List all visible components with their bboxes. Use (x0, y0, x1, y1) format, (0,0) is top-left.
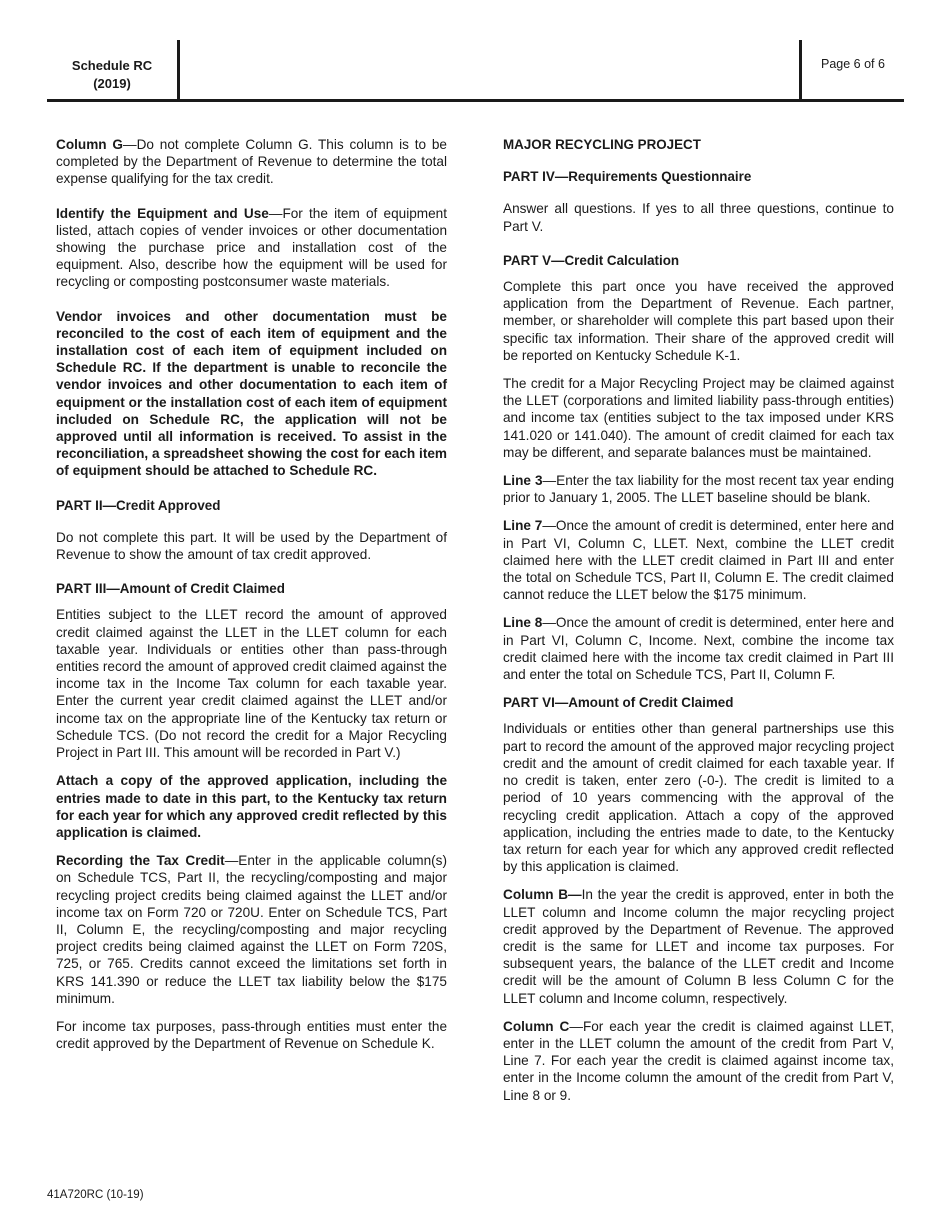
line8-text: —Once the amount of credit is determined, enter here and in Part VI, Column C, Income. Next, combine the income tax credit claimed here with the income tax credit claimed in Part III and enter the total on Schedule TCS, Part II, Column F. (503, 615, 895, 683)
column-g-label: Column G (56, 137, 123, 152)
identify-text: —For the item of equipment listed, attach copies of vender invoices or other documentation showing the purchase price and installation cost of the equipment. Also, describe how the equipment will be used for recycling or composting postconsumer waste materials. (56, 205, 447, 290)
schedule-title (47, 57, 177, 93)
page-number: Page 6 of 6 (821, 57, 885, 71)
header-divider-left (177, 40, 180, 102)
column-b-text: In the year the credit is approved, enter in both the LLET column and Income column the major recycling project credit approved by the Department of Revenue. The approved credit is the same for LLET and income tax purposes. For subsequent years, the balance of the LLET credit and Income credit will be the amount of Column B less Column C for the LLET column and Income column, respectively. (503, 887, 894, 1006)
part4-text: Answer all questions. If yes to all three questions, continue to Part V. (503, 201, 894, 234)
line3-label: Line 3 (503, 473, 543, 489)
part2-text: Do not complete this part. It will be used by the Department of Revenue to show the amount of tax credit approved. (56, 529, 447, 563)
part4-heading: PART IV—Requirements Questionnaire (503, 169, 752, 185)
line7-text: —Once the amount of credit is determined, enter here and in Part VI, Column C, LLET. Next, combine the LLET credit claimed here with the LLET credit claimed in Part III and enter the total on Schedule TCS, Part II, Column E. The credit claimed cannot reduce the LLET below the $175 minimum. (503, 518, 895, 603)
column-c-paragraph (503, 1018, 894, 1104)
line3-text: —Enter the tax liability for the most recent tax year ending prior to January 1, 2005. The LLET baseline should be blank. (503, 473, 895, 506)
column-b-paragraph (503, 886, 894, 1006)
schedule-year: (2019) (93, 76, 131, 91)
schedule-name: Schedule RC (71, 58, 153, 73)
part6-heading: PART VI—Amount of Credit Claimed (503, 695, 734, 711)
column-b-label: Column B— (503, 887, 582, 903)
line8-paragraph (503, 614, 894, 683)
part3-text: Entities subject to the LLET record the amount of approved credit claimed against the LLET in the LLET column for each taxable year. Individuals or entities other than pass-through entities record the amount of approved credit claimed against the income tax in the Income Tax column for each taxable year. Enter the current year credit claimed against the LLET and/or income tax on the appropriate line of the Kentucky tax return or Schedule TCS. (Do not record the credit for a Major Recycling Project in Part III. This amount will be recorded in Part V.) (56, 607, 447, 761)
line7-paragraph (503, 517, 894, 603)
header-rule (47, 99, 904, 102)
left-column (56, 136, 447, 1069)
part5-heading: PART V—Credit Calculation (503, 252, 680, 268)
income-tax-paragraph: For income tax purposes, pass-through entities must enter the credit approved by the Department of Revenue on Schedule K. (56, 1018, 447, 1052)
identify-paragraph (56, 205, 447, 291)
form-id: 41A720RC (10-19) (47, 1189, 144, 1201)
identify-label: Identify the Equipment and Use (56, 205, 269, 221)
attach-notice: Attach a copy of the approved application, including the entries made to date in this part, to the Kentucky tax return for each year for which any approved credit reflected by this application is claimed. (56, 773, 447, 840)
part3-heading: PART III—Amount of Credit Claimed (56, 581, 285, 597)
major-project-heading: MAJOR RECYCLING PROJECT (503, 137, 701, 152)
part5-text-2: The credit for a Major Recycling Project may be claimed against the LLET (corporations and limited liability pass-through entities) and income tax (entities subject to the tax imposed under KRS 141.020 or 141.040). The amount of credit claimed for each tax may be different, and separate balances must be maintained. (503, 376, 894, 460)
column-c-label: Column C (503, 1018, 570, 1034)
header-divider-right (799, 40, 802, 102)
line7-label: Line 7 (503, 518, 543, 534)
recording-label: Recording the Tax Credit (56, 853, 225, 869)
part2-heading: PART II—Credit Approved (56, 497, 221, 513)
recording-paragraph (56, 852, 447, 1007)
line3-paragraph (503, 472, 894, 506)
column-c-text: —For each year the credit is claimed against LLET, enter in the LLET column the amount of the credit from Part V, Line 7. For each year the credit is claimed against income tax, enter in the Income column the amount of the credit from Part V, Line 8 or 9. (503, 1018, 895, 1103)
page-header (47, 40, 904, 102)
line8-label: Line 8 (503, 615, 543, 631)
column-g-text: —Do not complete Column G. This column is to be completed by the Department of Revenue to determine the total expense qualifying for the tax credit. (56, 137, 447, 187)
part6-text: Individuals or entities other than general partnerships use this part to record the amount of the approved major recycling project credit and the amount of credit claimed for each taxable year. If no credit is taken, enter zero (-0-). The credit is limited to a period of 10 years commencing with the approval of the recycling credit application. Attach a copy of the approved application, including the entries made to date, to the Kentucky tax return for each year for which any approved credit reflected by this application is claimed. (503, 721, 894, 875)
column-g-paragraph (56, 136, 447, 188)
vendor-notice: Vendor invoices and other documentation must be reconciled to the cost of each item of equipment and the installation cost of each item of equipment included on Schedule RC. If the department is unable to reconcile the vendor invoices and other documentation to each item of equipment or the installation cost of each item of equipment included on Schedule RC, the application will not be approved until all information is received. To assist in the reconciliation, a spreadsheet showing the cost for each item of equipment should be attached to Schedule RC. (56, 308, 447, 479)
right-column (503, 136, 894, 1115)
recording-text: —Enter in the applicable column(s) on Schedule TCS, Part II, the recycling/composting and major recycling project credits being claimed against the LLET and/or income tax on Form 720 or 720U. Enter on Schedule TCS, Part II, Column E, the recycling/composting and major recycling project credits being claimed against the LLET on Form 720S, 725, or 765. Credits cannot exceed the limitations set forth in KRS 141.390 or reduce the LLET tax liability below the $175 minimum. (56, 853, 447, 1006)
part5-text-1: Complete this part once you have received the approved application from the Department of Revenue. Each partner, member, or shareholder will complete this part based upon their specific tax information. Their share of the approved credit will be reported on Kentucky Schedule K-1. (503, 279, 894, 363)
